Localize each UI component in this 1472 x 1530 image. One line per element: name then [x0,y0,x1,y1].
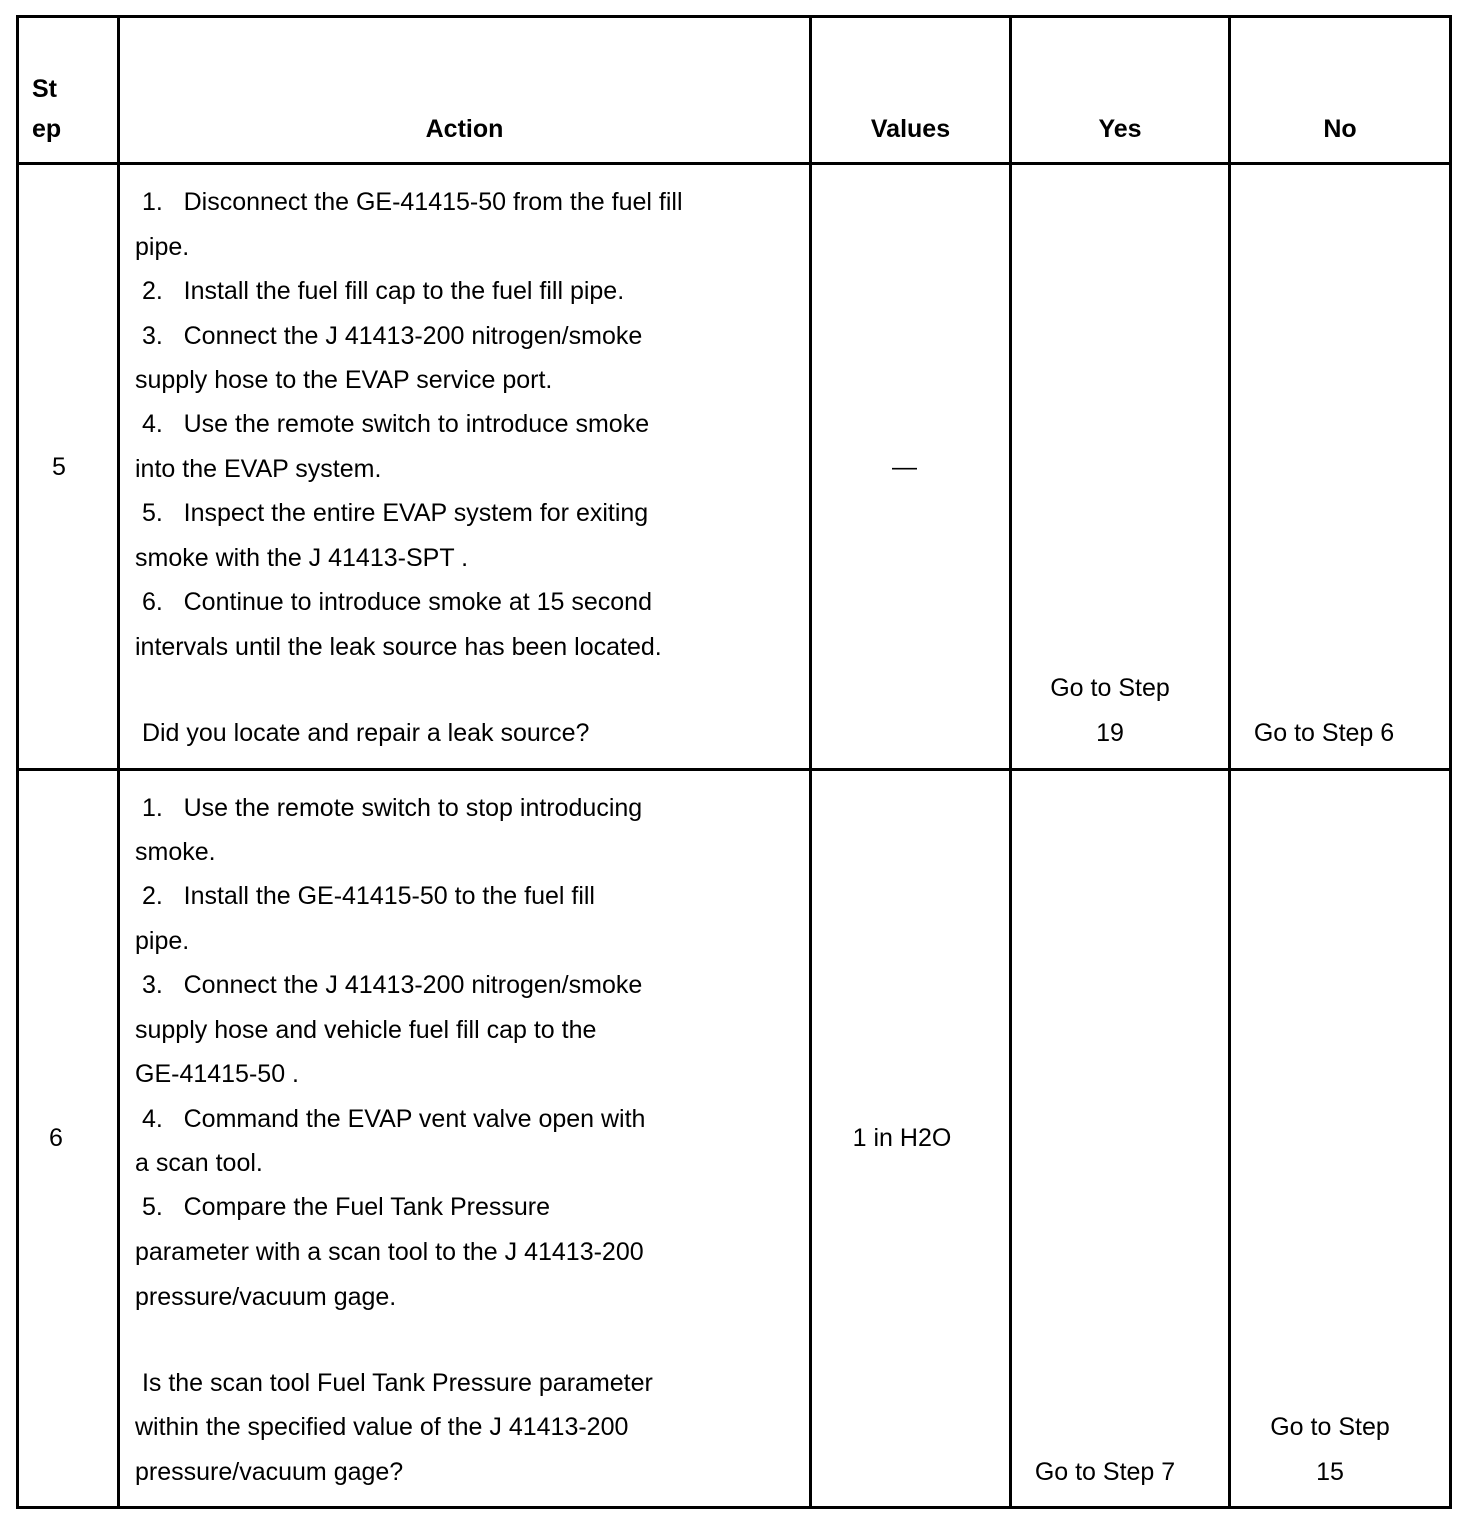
header-divider [16,162,1452,165]
action-line: smoke with the J 41413-SPT . [135,544,469,572]
header-action: Action [425,115,504,143]
action-line: 1. Disconnect the GE-41415-50 from the fuel fill [135,188,683,216]
col-divider-step-action [117,15,120,1509]
col-divider-action-values [809,15,812,1509]
action-line: a scan tool. [135,1149,263,1177]
no-cell: Go to Step 6 [1253,719,1395,747]
header-no: No [1323,115,1357,143]
action-line: parameter with a scan tool to the J 41413-200 [135,1238,644,1266]
action-line: intervals until the leak source has been located. [135,633,662,661]
header-step-line2: ep [32,115,62,143]
value-cell: 1 in H2O [852,1124,952,1152]
action-line: smoke. [135,838,216,866]
header-values: Values [870,115,951,143]
yes-cell-line2: 19 [1096,719,1124,747]
action-line: pipe. [135,233,190,261]
action-line: pressure/vacuum gage. [135,1283,397,1311]
yes-cell: Go to Step 7 [1034,1458,1176,1486]
action-line: supply hose and vehicle fuel fill cap to the [135,1016,597,1044]
action-line: GE-41415-50 . [135,1060,299,1088]
col-divider-yes-no [1228,15,1231,1509]
action-line: 1. Use the remote switch to stop introducing [135,794,643,822]
action-question: Is the scan tool Fuel Tank Pressure parameter [135,1369,653,1397]
action-question: pressure/vacuum gage? [135,1458,404,1486]
step-number: 6 [49,1124,63,1152]
action-line: supply hose to the EVAP service port. [135,366,553,394]
table-border-bottom [16,1506,1452,1509]
table-border-top [16,15,1452,18]
no-cell-line1: Go to Step [1270,1413,1390,1441]
action-line: 5. Compare the Fuel Tank Pressure [135,1193,551,1221]
action-line: 2. Install the GE-41415-50 to the fuel fill [135,882,595,910]
no-cell-line2: 15 [1316,1458,1344,1486]
action-line: 5. Inspect the entire EVAP system for exiting [135,499,649,527]
header-step-line1: St [32,75,57,103]
yes-cell-line1: Go to Step [1050,674,1170,702]
value-cell: — [892,453,917,481]
col-divider-values-yes [1009,15,1012,1509]
table-border-right [1449,15,1452,1509]
header-yes: Yes [1098,115,1142,143]
action-line: 3. Connect the J 41413-200 nitrogen/smoke [135,971,643,999]
step-number: 5 [52,453,66,481]
action-question: within the specified value of the J 41413-200 [135,1413,629,1441]
table-border-left [16,15,19,1509]
action-line: 6. Continue to introduce smoke at 15 second [135,588,652,616]
action-question: Did you locate and repair a leak source? [135,719,590,747]
action-line: into the EVAP system. [135,455,382,483]
row-divider [16,768,1452,771]
action-line: pipe. [135,927,190,955]
action-line: 2. Install the fuel fill cap to the fuel fill pipe. [135,277,625,305]
action-line: 3. Connect the J 41413-200 nitrogen/smoke [135,322,643,350]
action-line: 4. Use the remote switch to introduce smoke [135,410,650,438]
action-line: 4. Command the EVAP vent valve open with [135,1105,646,1133]
